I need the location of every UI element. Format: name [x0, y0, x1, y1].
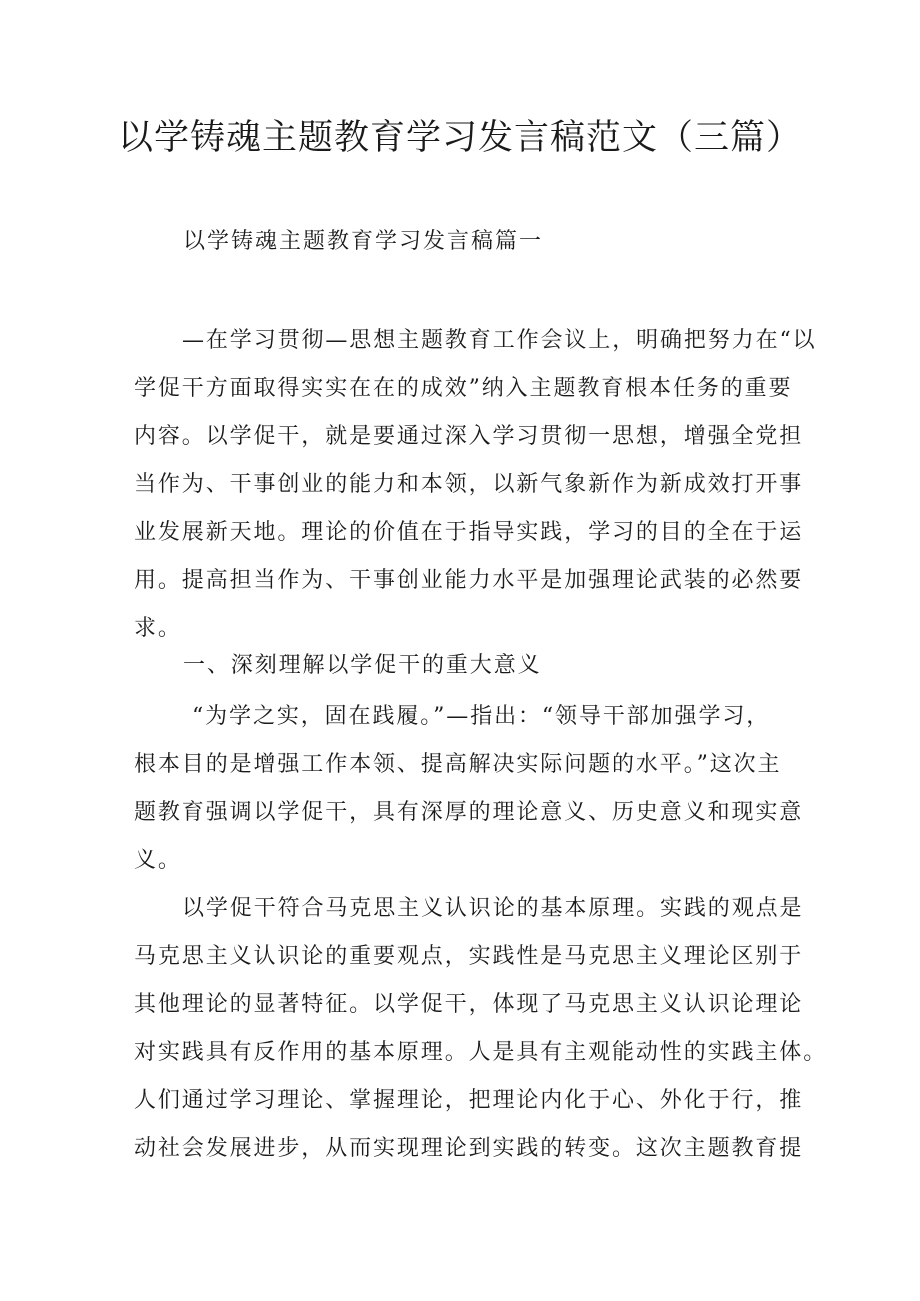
paragraph-line: 业发展新天地。理论的价值在于指导实践，学习的目的全在于运 — [134, 520, 804, 545]
paragraph-line: 用。提高担当作为、干事创业能力水平是加强理论武装的必然要 — [134, 568, 804, 593]
section-heading: 一、深刻理解以学促干的重大意义 — [183, 653, 542, 678]
document-title: 以学铸魂主题教育学习发言稿范文（三篇） — [117, 118, 802, 158]
paragraph-line: 马克思主义认识论的重要观点，实践性是马克思主义理论区别于 — [134, 944, 804, 969]
paragraph-line: 根本目的是增强工作本领、提高解决实际问题的水平。”这次主 — [134, 752, 782, 777]
paragraph-2 — [134, 693, 804, 885]
paragraph-line: 义。 — [134, 848, 182, 873]
paragraph-line: —在学习贯彻—思想主题教育工作会议上，明确把努力在“以 — [182, 328, 817, 353]
paragraph-line: 其他理论的显著特征。以学促干，体现了马克思主义认识论理论 — [134, 992, 804, 1017]
paragraph-line: 对实践具有反作用的基本原理。人是具有主观能动性的实践主体。 — [134, 1040, 828, 1065]
paragraph-3 — [134, 885, 828, 1173]
paragraph-line: 题教育强调以学促干，具有深厚的理论意义、历史意义和现实意 — [134, 800, 804, 825]
paragraph-line: 动社会发展进步，从而实现理论到实践的转变。这次主题教育提 — [134, 1136, 804, 1161]
paragraph-line: 人们通过学习理论、掌握理论，把理论内化于心、外化于行，推 — [134, 1088, 804, 1113]
paragraph-line: 以学促干符合马克思主义认识论的基本原理。实践的观点是 — [182, 896, 804, 921]
document-subtitle: 以学铸魂主题教育学习发言稿篇一 — [183, 229, 544, 254]
paragraph-line: 学促干方面取得实实在在的成效”纳入主题教育根本任务的重要 — [134, 376, 793, 401]
paragraph-line: “为学之实，固在践履。”—指出：“领导干部加强学习， — [192, 704, 771, 729]
paragraph-line: 内容。以学促干，就是要通过深入学习贯彻一思想，增强全党担 — [134, 424, 804, 449]
paragraph-line: 求。 — [134, 616, 182, 641]
paragraph-line: 当作为、干事创业的能力和本领，以新气象新作为新成效打开事 — [134, 472, 804, 497]
paragraph-1 — [134, 317, 817, 653]
